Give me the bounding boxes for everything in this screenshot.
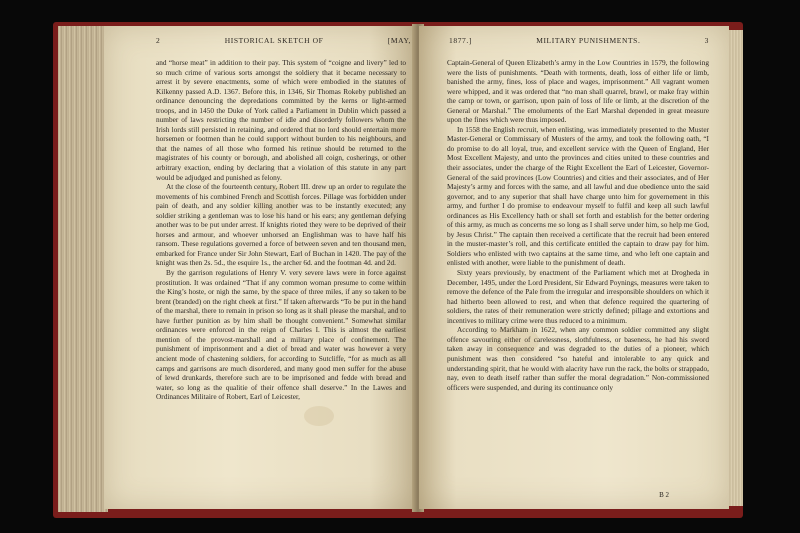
page-block-edge-left (58, 26, 108, 512)
foxing-stain (304, 406, 334, 426)
left-body-text (156, 58, 406, 402)
right-page-number: 3 (704, 36, 709, 45)
paragraph: According to Markham in 1622, when any common soldier committed any slight offence savouring either of carelessness, slothfulness, or baseness, he had his sword taken away in consequence and was degraded to the duties of a pioneer, which punishment was then considered “so hateful and intolerable to any quick and understanding spirit, that he would with alacrity have run the rack, the bolts or strappado, nay, even to death itself rather than suffer the moral degradation.” Non-commissioned officers were suspended, and during its continuance only (447, 325, 709, 392)
left-page-number: 2 (156, 36, 161, 45)
paragraph: In 1558 the English recruit, when enlisting, was immediately presented to the Muster Master-General or Commissary of Musters of the army, and took the following oath, “I do promise to do all loyal, true, and excellent service with the Queen of England, Her Most Excellent Majesty, and unto the provinces and cities united to these countries and their associates, under the charge of the Right Excellent the Earl of Leicester, Governor-General of the said provinces (Low Countries) and cities and their associates, and of Her Majesty’s army and forces with the same, and all lawful and due obedience unto the said governor, and to any superior that shall have charge unto him for governement in this army, and further I do promise to endeavour myself to fulfil and keep all such lawful ordinances as His Excellency hath or shall set forth and establish for the better ordering of this army, as much as concerns me so long as I shall serve under him, so help me God, by Jesus Christ.” The captain then received a certificate that the recruit had been entered in the muster-master’s roll, and this certificate entitled the captain to draw pay for him. Soldiers who enlisted with two captains at the same time, and who left one captain and enlisted with another, were liable to the punishment of death. (447, 124, 709, 268)
left-running-bracket: [MAY, (387, 36, 411, 45)
left-running-title: HISTORICAL SKETCH OF (224, 36, 324, 45)
left-running-head (156, 36, 411, 45)
paragraph: By the garrison regulations of Henry V. very severe laws were in force against prostitution. It was ordained “That if any common woman presume to come within the King’s hoste, or nigh the same, by the space of three miles, if any so taken to be brent (branded) on the right cheek at first.” If taken afterwards “To be put in the hand of the marshal, there to remain in prison so long as it shall please the marshal, and to have further punition as by him shall be thought convenient.” Somewhat similar ordinances were enforced in the reign of Charles I. This is almost the earliest mention of the provost-marshall and a military place of confinement. The punishment of imprisonment and a diet of bread and water was however a very ancient mode of chastening soldiers, for according to Sutcliffe, “for as much as all camps and garrisons are much disordered, and many good men suffer for the abuse of lewd drunkards, therefore such are to be imprisoned and fedde with bread and water, so long as the qualitie of their offence shall deserve.” In the Lawes and Ordinances Militaire of Robert, Earl of Leicester, (156, 268, 406, 402)
paragraph: Captain-General of Queen Elizabeth’s army in the Low Countries in 1579, the following were the lists of punishments. “Death with torments, death, loss of either life or limb, banished the army, fines, loss of place and wages, imprisonment.” All vagrant women were whipped, and it was ordered that “no man shall quarrel, brawl, or make fray within the camp or town, or garrison, upon pain of loss of life or limb, at the discretion of the General or Marshal.” The emoluments of the Earl Marshal depended in great measure upon the fines which were thus imposed. (447, 58, 709, 125)
page-block-edge-right (727, 30, 743, 506)
right-running-title: MILITARY PUNISHMENTS. (536, 36, 641, 45)
paragraph: and “horse meat” in addition to their pay. This system of “coigne and livery” led to so much crime of various sorts amongst the soldiery that it became necessary to arrest it by severe enactments, some of which were embodied in the statutes of Kilkenny passed A.D. 1367. Before this, in 1346, Sir Thomas Rokeby published an ordinance denouncing the depredations committed by the kerns or light-armed troops, and in 1450 the Duke of York called a Parliament in Dublin which passed a number of laws restricting the number of idle and disorderly followers whom the Irish lords still persisted in retaining, and ordered that no lord should entertain more horsemen or footmen than he could support without burden to his neighbours, and that the names of all those who formed his retinue should be returned to the magistrates of his county or borough, and abolished all coign, cosherings, or other arbitrary exaction, ending by declaring that a violation of this statute in any part would be adjudged and punished as felony. (156, 58, 406, 182)
signature-mark: B 2 (659, 491, 669, 499)
foxing-stain (489, 326, 539, 356)
right-running-year: 1877.] (449, 36, 472, 45)
right-page (419, 26, 729, 509)
paragraph: At the close of the fourteenth century, Robert III. drew up an order to regulate the movements of his combined French and Scottish forces. Pillage was forbidden under pain of death, and any soldier killing another was to be instantly executed; any soldier striking a gentleman was to lose his hand or his ears; any gentleman defying another was to be put under arrest. If knights rioted they were to be deprived of their horses and armour, and whoever unhorsed an Englishman was to have half his ransom. These regulations governed a force of between seven and ten thousand men, embarked for France under Sir John Stewart, Earl of Buchan in 1420. The pay of the knight was then 2s. 5d., the esquire 1s., the archer 6d. and the footman 4d. and 2d. (156, 182, 406, 268)
foxing-stain (254, 186, 294, 216)
right-running-head (449, 36, 709, 45)
left-page (104, 26, 416, 509)
right-body-text (447, 58, 709, 392)
paragraph: Sixty years previously, by enactment of the Parliament which met at Drogheda in December, 1495, under the Lord President, Sir Edward Poynings, measures were taken to remove the defence of the Pale from the irregular and irresponsible shoulders on which it had hitherto been allowed to rest, and when that defence required the quartering of soldiers, the rates of their remuneration were strictly defined; pillage and extortions and incentives to military crime were thus reduced to a minimum. (447, 268, 709, 325)
